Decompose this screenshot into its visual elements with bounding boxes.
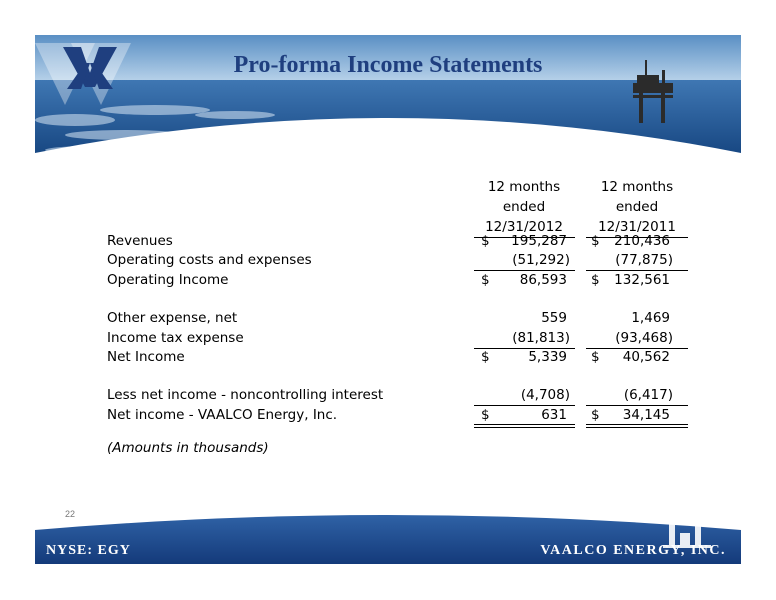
row-label: Net income - VAALCO Energy, Inc. bbox=[107, 407, 338, 423]
value-2012: 86,593 bbox=[519, 272, 567, 288]
value-2011: 132,561 bbox=[614, 272, 670, 288]
row-label: Income tax expense bbox=[107, 330, 244, 346]
value-2011: (6,417) bbox=[623, 387, 673, 403]
value-2012: (81,813) bbox=[512, 330, 570, 346]
total-double-rule bbox=[586, 424, 688, 428]
value-2012: 559 bbox=[541, 310, 567, 326]
currency-sign: $ bbox=[481, 407, 490, 423]
value-2011: 210,436 bbox=[614, 233, 670, 249]
income-statement-table bbox=[35, 35, 741, 564]
currency-sign: $ bbox=[481, 233, 490, 249]
row-label: Operating costs and expenses bbox=[107, 252, 312, 268]
row-label: Operating Income bbox=[107, 272, 229, 288]
currency-sign: $ bbox=[481, 349, 490, 365]
value-2012: (51,292) bbox=[512, 252, 570, 268]
page-title: Pro-forma Income Statements bbox=[233, 52, 543, 78]
amounts-note: (Amounts in thousands) bbox=[107, 440, 269, 456]
currency-sign: $ bbox=[591, 407, 600, 423]
value-2011: 1,469 bbox=[631, 310, 670, 326]
value-2012: 631 bbox=[541, 407, 567, 423]
currency-sign: $ bbox=[591, 233, 600, 249]
row-label: Net Income bbox=[107, 349, 185, 365]
company-name: VAALCO ENERGY, INC. bbox=[540, 543, 726, 558]
value-2011: (77,875) bbox=[615, 252, 673, 268]
column-header-2012: 12 months ended 12/31/2012 bbox=[485, 179, 563, 235]
ticker-symbol: NYSE: EGY bbox=[46, 543, 131, 558]
row-label: Revenues bbox=[107, 233, 173, 249]
value-2012: (4,708) bbox=[520, 387, 570, 403]
slide bbox=[35, 35, 741, 564]
page-number: 22 bbox=[65, 509, 76, 519]
row-label: Less net income - noncontrolling interest bbox=[107, 387, 384, 403]
column-header-2011: 12 months ended 12/31/2011 bbox=[598, 179, 676, 235]
value-2011: (93,468) bbox=[615, 330, 673, 346]
value-2012: 5,339 bbox=[528, 349, 567, 365]
value-2011: 40,562 bbox=[622, 349, 670, 365]
currency-sign: $ bbox=[591, 272, 600, 288]
currency-sign: $ bbox=[591, 349, 600, 365]
currency-sign: $ bbox=[481, 272, 490, 288]
value-2012: 195,287 bbox=[511, 233, 567, 249]
total-double-rule bbox=[474, 424, 575, 428]
row-label: Other expense, net bbox=[107, 310, 238, 326]
value-2011: 34,145 bbox=[622, 407, 670, 423]
